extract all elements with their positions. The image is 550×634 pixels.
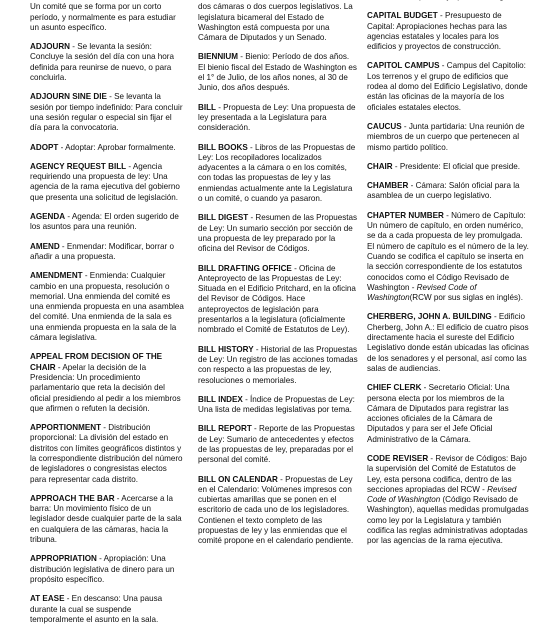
glossary-definition: - Agenda: El orden sugerido de los asuntos para una reunión. [30,212,179,232]
glossary-definition: - Campus del Capitolio: Los terrenos y el grupo de edificios que rodea al domo del Edificio Legislativo, donde están las oficinas de la mayoría de los oficiales estatales electos. [367,61,528,112]
glossary-entry [367,383,529,445]
glossary-entry [198,143,358,205]
glossary-term: APPEAL FROM DECISION OF THE CHAIR [30,352,163,372]
glossary-term: AGENCY REQUEST BILL [30,161,127,171]
glossary-definition: Un comité que se forma por un corto período, y normalmente es para estudiar un asunto específico. [30,2,176,32]
glossary-entry [367,312,529,374]
glossary-definition: (RCW por sus siglas en inglés). [409,293,523,303]
glossary-entry [198,52,358,93]
glossary-term: CAPITOL CAMPUS [367,61,440,71]
glossary-definition: - Cámara: Salón oficial para la asamblea de un cuerpo legislativo. [367,181,520,201]
glossary-entry [198,0,358,43]
glossary-entry [367,0,529,2]
glossary-entry [30,92,185,133]
glossary-term: CODE REVISER [367,453,429,463]
glossary-entry [198,395,358,416]
glossary-definition: - Enmienda: Cualquier cambio en una propuesta, resolución o memorial. Una enmienda del comité es una enmienda propuesta en una asamblea del comité. Una enmienda de la sala es una enmienda propuesta en la sala de la cámara legislativa. [30,271,184,343]
glossary-entry [30,423,185,485]
glossary-entry [367,181,529,202]
glossary-term: ADOPT [30,142,59,152]
glossary-entry [367,211,529,304]
glossary-entry [30,42,185,83]
glossary-entry [30,494,185,545]
glossary-entry [30,212,185,233]
glossary-definition: - Resumen de las Propuestas de Ley: Un sumario sección por sección de una propuesta de ley preparado por la oficina del Revisor de Códigos. [198,213,358,254]
glossary-term [367,0,401,1]
glossary-definition: - Enmendar: Modificar, borrar o añadir a una propuesta. [30,241,174,261]
glossary-term: AT EASE [30,594,65,604]
glossary-term: AGENDA [30,212,66,222]
glossary-entry [30,143,185,153]
glossary-entry [30,162,185,203]
glossary-definition: - Oficina de Anteproyecto de las Propuestas de Ley: Situada en el Edificio Pritchard, en la oficina del Revisor de Códigos. Hace anteproyectos de legislación para presentarlos a la legislatura (oficialmente nombrado el Comité de Estatutos de Ley). [198,263,356,335]
glossary-term: APPROACH THE BAR [30,493,115,503]
glossary-column-1 [30,0,185,634]
glossary-definition: - Índice de Propuestas de Ley: Una lista de medidas legislativas por tema. [198,394,355,415]
glossary-entry [198,213,358,254]
glossary-definition: - Agencia requiriendo una propuesta de ley: Una agencia de la rama ejecutiva del gobierno que presenta una solicitud de legislación. [30,161,180,202]
glossary-italic-text: Revised Code of Washington [367,282,477,303]
glossary-definition: - Presupuesto de Capital: Apropiaciones hechas para las agencias estatales y locales para los edificios y proyectos de construcción. [367,11,507,52]
glossary-term: CAUCUS [367,121,402,131]
glossary-term: BILL REPORT [198,424,252,434]
glossary-definition: dos cámaras o dos cuerpos legislativos. La legislatura bicameral del Estado de Washington está compuesta por una Cámara de Diputados y un Senado. [198,2,353,43]
glossary-term: AMEND [30,241,60,251]
glossary-definition: - Distribución proporcional: La división del estado en distritos con límites geográficos distintos y la correspondiente distribución del número de legisladores o congresistas electos para representar cada distrito. [30,423,183,484]
glossary-definition: - Acercarse a la barra: Un movimiento físico de un legislador desde cualquier parte de la sala en cualquiera de las cámaras, hacia la tribuna. [30,493,182,545]
glossary-definition: - Bienio: Período de dos años. El bienio fiscal del Estado de Washington es el 1° de Julio, de los años nones, al 30 de Junio, dos años después. [198,52,357,93]
glossary-entry [30,352,185,414]
glossary-term [30,0,113,1]
glossary-term: ADJOURN [30,42,71,52]
glossary-definition: - Secretario Oficial: Una persona electa por los miembros de la Cámara de Diputados para registrar las acciones oficiales de la Cámara de Diputados y para ser el Jefe Oficial Administrativo de la Cámara. [367,383,510,444]
glossary-entry [30,271,185,343]
glossary-term: BILL DIGEST [198,213,249,223]
glossary-entry [198,103,358,134]
glossary-definition: - Revisor de Códigos: Bajo la supervisión del Comité de Estatutos de Ley, esta persona codifica, dentro de las secciones apropiadas del RCW - [367,453,527,494]
glossary-definition: - Propuesta de Ley: Una propuesta de ley presentada a la Legislatura para consideración. [198,102,356,133]
glossary-definition: - Junta partidaria: Una reunión de miembros de un cuerpo que pertenecen al mismo partido político. [367,121,525,152]
glossary-term: BILL ON CALENDAR [198,474,278,484]
glossary-term: CHIEF CLERK [367,383,422,393]
glossary-entry [30,554,185,585]
glossary-term: CHAPTER NUMBER [367,210,444,220]
glossary-definition [401,0,517,1]
glossary-entry [30,594,185,625]
glossary-definition: - Historial de las Propuestas de Ley: Un registro de las acciones tomadas con respecto a las propuestas de ley, resoluciones o memoriales. [198,344,358,385]
glossary-definition: - En descanso: Una pausa durante la cual se suspende temporalmente el asunto en la sala. [30,594,163,624]
glossary-definition: - Propuestas de Ley en el Calendario: Volúmenes impresos con cubiertas amarillas que se ponen en el escritorio de cada uno de los legisladores. Contienen el texto completo de las propuestas de ley y las enmiendas que el comité propone en el calendario pendiente. [198,474,354,546]
glossary-term: ADJOURN SINE DIE [30,92,107,102]
glossary-term: BIENNIUM [198,52,239,62]
glossary-definition: - Adoptar: Aprobar formalmente. [58,142,176,152]
glossary-term: BILL BOOKS [198,142,248,152]
glossary-term: CHAMBER [367,181,409,191]
glossary-entry [367,122,529,153]
glossary-term: APPORTIONMENT [30,423,102,433]
glossary-definition: - Libros de las Propuestas de Ley: Los recopiladores localizados adyacentes a la cámara o en los comités, con todas las propuestas de ley y las enmiendas actualmente ante la Legislatura o un comité, o cuando ya pasaron. [198,142,356,204]
glossary-definition: - Presidente: El oficial que preside. [392,161,520,171]
glossary-definition: - Se levanta la sesión por tiempo indefinido: Para concluir una sesión regular o especial sin fijar el día para la convocatoria. [30,92,183,133]
glossary-entry [367,454,529,547]
glossary-definition: - Número de Capítulo: Un número de capítulo, en orden numérico, se da a cada propuesta de ley promulgada. El número de capítulo es el número de la ley. Cuando se codifica el capítulo se inserta en la sección correspondiente de los estatutos conocidos como el Código Revisado de Washington - [367,210,529,292]
glossary-definition: (Código Revisado de Washington), aquellas medidas promulgadas como ley por la Legislatura y también codifica las reglas administrativas adoptadas por las agencias de la rama ejecutiva. [367,495,529,546]
glossary-entry [198,475,358,547]
glossary-entry [198,345,358,386]
glossary-definition: - Apropiación: Una distribución legislativa de dinero para un propósito específico. [30,554,175,584]
glossary-term: CHERBERG, JOHN A. BUILDING [367,312,492,322]
glossary-definition: - Apelar la decisión de la Presidencia: Un procedimiento parlamentario que reta la decisión del oficial presidiendo al pedir a los miembros que afirmen o refuten la decisión. [30,362,181,413]
glossary-entry [367,61,529,112]
glossary-definition: - Se levanta la sesión: Concluye la sesión del día con una hora definida para reunirse de nuevo, o para concluirla. [30,42,174,83]
glossary-entry [367,11,529,52]
glossary-entry [198,424,358,465]
glossary-term: CHAIR [367,161,393,171]
glossary-term: BILL INDEX [198,394,243,404]
glossary-definition: - Edificio Cherberg, John A.: El edificio de cuatro pisos directamente hacia el sureste del Edificio Legislativo donde están ubicadas las oficinas de los senadores y el personal, así como las salas de audiencias. [367,312,529,373]
glossary-term: CAPITAL BUDGET [367,11,438,21]
glossary-column-2 [198,0,358,556]
glossary-definition: - Reporte de las Propuestas de Ley: Sumario de antecedentes y efectos de las propuestas de ley, preparadas por el personal del comité. [198,424,355,465]
glossary-term [198,0,247,1]
glossary-term: BILL [198,102,216,112]
glossary-column-3 [367,0,529,556]
glossary-term: AMENDMENT [30,271,83,281]
glossary-entry [198,264,358,336]
glossary-entry [367,162,529,172]
glossary-term: APPROPRIATION [30,554,97,564]
glossary-entry [30,0,185,33]
glossary-entry [30,242,185,263]
glossary-term: BILL HISTORY [198,344,254,354]
glossary-term: BILL DRAFTING OFFICE [198,263,292,273]
glossary-italic-text: Revised Code of Washington [367,484,517,505]
